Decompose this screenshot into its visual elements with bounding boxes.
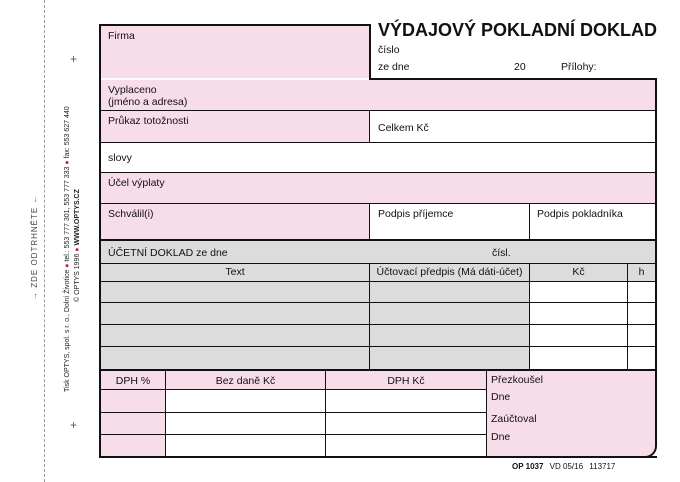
rule xyxy=(101,302,655,303)
prilohy-label: Přílohy: xyxy=(561,61,597,73)
dne-label-1: Dne xyxy=(491,391,511,403)
slovy-label: slovy xyxy=(108,152,132,164)
page-title: VÝDAJOVÝ POKLADNÍ DOKLAD xyxy=(378,20,658,40)
rule xyxy=(101,346,655,347)
footer xyxy=(512,462,615,471)
jmeno-label: (jméno a adresa) xyxy=(108,96,188,108)
arrow-icon: ← xyxy=(30,194,39,204)
ze-dne-label: ze dne xyxy=(378,61,410,73)
celkem-field[interactable] xyxy=(370,111,655,142)
col-bez-dane: Bez daně Kč xyxy=(215,375,276,387)
schvalil-label: Schválil(i) xyxy=(108,208,154,220)
firma-label: Firma xyxy=(108,30,135,42)
podpis-prijemce-label: Podpis příjemce xyxy=(378,208,454,220)
bullet-icon: ● xyxy=(64,261,71,268)
col-dph-percent: DPH % xyxy=(115,375,151,387)
rule xyxy=(627,263,628,369)
rule xyxy=(101,434,486,435)
slovy-field[interactable] xyxy=(101,143,655,172)
rule xyxy=(101,263,655,264)
section-border-1 xyxy=(99,239,657,241)
print-info-line-2 xyxy=(74,189,81,302)
print-phone: tel.: 553 777 301, 553 777 333 xyxy=(64,166,71,262)
dne-label-2: Dne xyxy=(491,431,511,443)
form-code: OP 1037 xyxy=(512,462,544,471)
rule xyxy=(369,263,370,369)
col-dph-kc: DPH Kč xyxy=(387,375,425,387)
right-border xyxy=(655,78,657,444)
plus-mark-top: + xyxy=(70,52,78,66)
bottom-border xyxy=(99,456,657,458)
form-number: 113717 xyxy=(589,462,616,471)
cislo-label: číslo xyxy=(378,44,400,56)
podpis-pokladnika-label: Podpis pokladníka xyxy=(537,208,623,220)
left-border xyxy=(99,24,101,458)
ucel-field[interactable] xyxy=(101,172,655,203)
form-version: VD 05/16 xyxy=(549,462,584,471)
title-bottom-border xyxy=(369,78,657,80)
rule xyxy=(101,412,486,413)
podpis-pokladnika-field[interactable] xyxy=(530,204,655,239)
zauctoval-label: Zaúčtoval xyxy=(491,413,537,425)
ucetni-title: ÚČETNÍ DOKLAD ze dne xyxy=(108,247,228,259)
rule xyxy=(101,324,655,325)
arrow-icon: → xyxy=(30,291,39,300)
bullet-icon: ● xyxy=(74,245,81,252)
year-label: 20 xyxy=(514,61,526,73)
col-kc: Kč xyxy=(572,266,585,278)
plus-mark-bottom: + xyxy=(70,418,78,432)
ucetni-rows-grey xyxy=(101,263,529,369)
ucel-label: Účel výplaty xyxy=(108,177,165,189)
print-copyright: © OPTYS 1996 xyxy=(74,253,81,302)
celkem-label: Celkem Kč xyxy=(378,122,429,134)
col-uctovaci: Účtovací předpis (Má dáti-účet) xyxy=(376,266,523,278)
col-h: h xyxy=(638,266,645,278)
col-text: Text xyxy=(225,266,245,278)
rule xyxy=(529,263,530,369)
vyplaceno-label: Vyplaceno xyxy=(108,84,157,96)
rule xyxy=(101,281,655,282)
print-web: WWW.OPTYS.CZ xyxy=(74,189,81,246)
bullet-icon: ● xyxy=(64,158,71,165)
rule xyxy=(101,172,655,173)
rule xyxy=(101,389,486,390)
print-fax: fax: 553 627 440 xyxy=(64,106,71,159)
prukaz-label: Průkaz totožnosti xyxy=(108,115,189,127)
prezkousel-label: Přezkoušel xyxy=(491,374,543,386)
rule xyxy=(486,371,487,457)
ucetni-cisl: čísl. xyxy=(492,247,511,259)
tear-line xyxy=(44,0,45,482)
print-info: Tisk OPTYS, spol. s r. o., Dolní Životice xyxy=(64,269,71,392)
top-border xyxy=(99,24,369,26)
firma-right-border xyxy=(369,24,371,80)
firma-field[interactable] xyxy=(101,26,369,78)
tear-label xyxy=(30,195,39,300)
section-border-2 xyxy=(99,369,657,371)
print-info-line-1 xyxy=(64,106,71,392)
tear-label-text: ZDE ODTRHNĚTE xyxy=(30,206,39,288)
podpis-prijemce-field[interactable] xyxy=(370,204,529,239)
